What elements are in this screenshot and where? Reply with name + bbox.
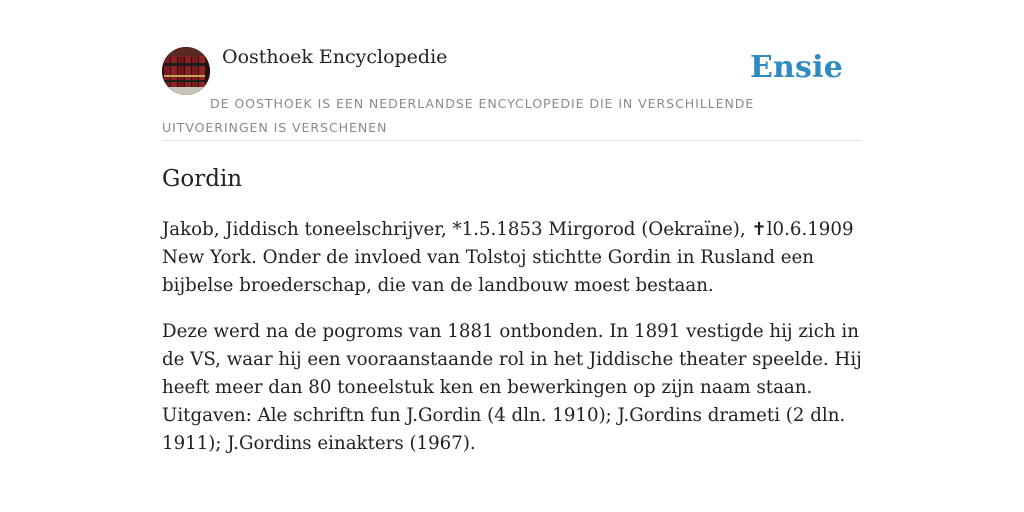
article-title: Gordin [162, 166, 243, 192]
article [162, 162, 862, 458]
encyclopedia-books-icon [162, 47, 210, 95]
brand-logo[interactable]: Ensie [749, 50, 843, 85]
source-description: DE OOSTHOEK IS EEN NEDERLANDSE ENCYCLOPEDIE DIE IN VERSCHILLENDE UITVOERINGEN IS VERSCHENEN [162, 96, 755, 135]
source-avatar[interactable] [162, 47, 210, 95]
source-header [162, 46, 862, 141]
article-paragraph: Jakob, Jiddisch toneelschrijver, *1.5.1853 Mirgorod (Oekraïne), ✝l0.6.1909 New York. Onder de invloed van Tolstoj stichtte Gordin in Rusland een bijbelse broederschap, die van de landbouw moest bestaan. [162, 219, 854, 296]
article-paragraph: Deze werd na de pogroms van 1881 ontbonden. In 1891 vestigde hij zich in de VS, waar hij een vooraanstaande rol in het Jiddische theater speelde. Hij heeft meer dan 80 toneelstuk ken en bewerkingen op zijn naam staan. Uitgaven: Ale schriftn fun J.Gordin (4 dln. 1910); J.Gordins drameti (2 dln. 1911); J.Gordins einakters (1967). [162, 321, 862, 454]
source-title[interactable]: Oosthoek Encyclopedie [222, 46, 448, 68]
